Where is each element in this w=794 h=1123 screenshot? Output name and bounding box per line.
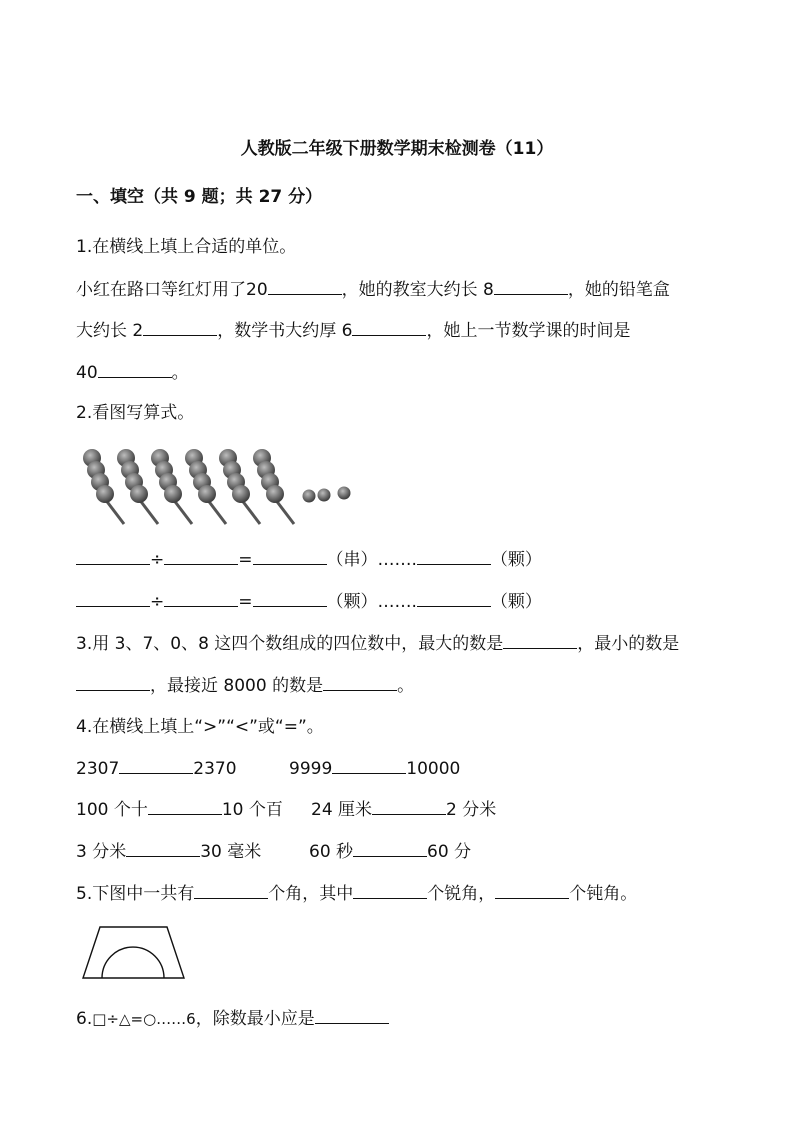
question-4-row-3-right (309, 840, 471, 863)
unit-label: （颗） (326, 592, 378, 612)
q3-text: 。 (397, 676, 415, 696)
question-3-line-1 (76, 632, 679, 655)
question-6-line (76, 1007, 389, 1030)
answer-blank[interactable] (98, 361, 172, 378)
answer-blank[interactable] (494, 278, 568, 295)
answer-blank[interactable] (253, 590, 327, 607)
answer-blank[interactable] (76, 548, 150, 565)
candied-fruit-skewers-figure (78, 440, 368, 532)
q6-text: ，除数最小应是 (195, 1009, 315, 1029)
answer-blank[interactable] (417, 590, 491, 607)
compare-item: 10 个百 (221, 800, 283, 820)
answer-blank[interactable] (495, 882, 569, 899)
compare-item: 3 分米 (76, 842, 127, 862)
q3-text: ，最小的数是 (577, 634, 680, 654)
division-sign: ÷ (150, 550, 165, 570)
equals-sign: = (238, 592, 253, 612)
loose-fruit-icon (303, 490, 316, 503)
q5-text: 个钝角。 (569, 884, 638, 904)
answer-blank[interactable] (323, 674, 397, 691)
question-5-line (76, 882, 637, 905)
equals-sign: = (238, 550, 253, 570)
q3-text: 3.用 3、7、0、8 这四个数组成的四位数中，最大的数是 (76, 634, 504, 654)
q5-text: 个锐角， (427, 884, 496, 904)
question-3-line-2 (76, 674, 414, 697)
answer-blank[interactable] (372, 798, 446, 815)
answer-blank[interactable] (417, 548, 491, 565)
q6-text: 6. (76, 1009, 93, 1029)
unit-label: （串） (326, 550, 378, 570)
question-2-equation-2 (76, 590, 542, 613)
answer-blank[interactable] (353, 882, 427, 899)
compare-item: 60 秒 (309, 842, 354, 862)
question-1-line-2 (76, 319, 630, 342)
trapezoid-semicircle-figure (80, 924, 188, 982)
question-1-line-3 (76, 361, 189, 384)
answer-blank[interactable] (194, 882, 268, 899)
compare-item: 9999 (289, 759, 333, 779)
answer-blank[interactable] (143, 319, 217, 336)
answer-blank[interactable] (332, 757, 406, 774)
answer-blank[interactable] (126, 840, 200, 857)
question-4-row-2 (76, 798, 283, 821)
remainder-dots: ……. (377, 592, 417, 612)
answer-blank[interactable] (76, 674, 150, 691)
answer-blank[interactable] (148, 798, 222, 815)
compare-item: 2307 (76, 759, 120, 779)
q1-text: ，她的铅笔盒 (567, 280, 670, 300)
loose-fruit-icon (338, 487, 351, 500)
compare-item: 2370 (193, 759, 237, 779)
q3-text: ，最接近 8000 的数是 (150, 676, 324, 696)
answer-blank[interactable] (268, 278, 342, 295)
question-4-row-1-right (289, 757, 460, 780)
answer-blank[interactable] (503, 632, 577, 649)
question-4-row-2-right (311, 798, 496, 821)
page-title: 人教版二年级下册数学期末检测卷（11） (240, 139, 554, 159)
question-4-row-3 (76, 840, 261, 863)
question-1-line-1 (76, 278, 670, 301)
answer-blank[interactable] (164, 548, 238, 565)
q1-text: 小红在路口等红灯用了20 (76, 280, 268, 300)
question-4-prompt: 4.在横线上填上“>”“<”或“=”。 (76, 717, 324, 737)
q1-text: 40 (76, 363, 98, 383)
question-2-equation-1 (76, 548, 542, 571)
answer-blank[interactable] (353, 840, 427, 857)
answer-blank[interactable] (164, 590, 238, 607)
answer-blank[interactable] (119, 757, 193, 774)
q1-text: 。 (171, 363, 189, 383)
q1-text: ，数学书大约厚 6 (217, 321, 353, 341)
unit-label: （颗） (490, 592, 542, 612)
compare-item: 10000 (406, 759, 461, 779)
q5-text: 个角，其中 (268, 884, 354, 904)
loose-fruit-icon (318, 489, 331, 502)
question-4-row-1 (76, 757, 237, 780)
compare-item: 100 个十 (76, 800, 148, 820)
remainder-dots: ……. (377, 550, 417, 570)
answer-blank[interactable] (76, 590, 150, 607)
q1-text: 大约长 2 (76, 321, 144, 341)
compare-item: 30 毫米 (200, 842, 262, 862)
q6-expression: □÷△=○……6 (92, 1010, 196, 1028)
answer-blank[interactable] (315, 1007, 389, 1024)
division-sign: ÷ (150, 592, 165, 612)
answer-blank[interactable] (352, 319, 426, 336)
section-heading: 一、填空（共 9 题；共 27 分） (76, 187, 323, 207)
q5-text: 5.下图中一共有 (76, 884, 195, 904)
q1-text: ，她的教室大约长 8 (341, 280, 494, 300)
q1-text: ，她上一节数学课的时间是 (426, 321, 631, 341)
answer-blank[interactable] (253, 548, 327, 565)
compare-item: 60 分 (427, 842, 472, 862)
compare-item: 24 厘米 (311, 800, 373, 820)
question-2-prompt: 2.看图写算式。 (76, 403, 195, 423)
unit-label: （颗） (490, 550, 542, 570)
question-1-prompt: 1.在横线上填上合适的单位。 (76, 237, 297, 257)
compare-item: 2 分米 (446, 800, 497, 820)
skewer-icon (253, 449, 294, 524)
